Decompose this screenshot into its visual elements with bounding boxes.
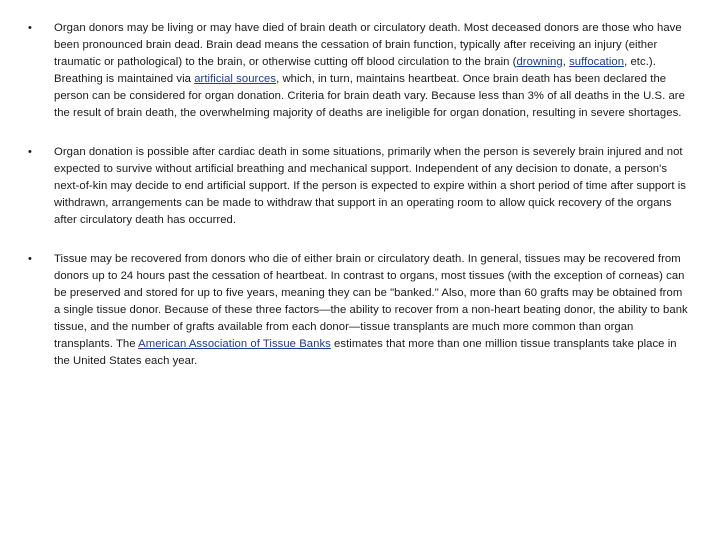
paragraph-text: Tissue may be recovered from donors who die of either brain or circulatory death. In general, tissues may be recovered from donors up to 24 hours past the cessation of heartbeat. In contrast to organs, most tissues (with the exception of corneas) can be preserved and stored for up to five years, meaning they can be "banked." Also, more than 60 grafts may be obtained from a single tissue donor. Because of these three factors—the ability to recover from a non-heart beating donor, the ability to bank tissue, and the number of grafts available from each donor—tissue transplants are much more common than organ transplants. The: [54, 253, 688, 350]
paragraph-text: , which, in turn, maintains heartbeat. Once brain death has been declared the person can be considered for organ donation. Criteria for brain death vary. Because less than 3% of all deaths in the U.S. are the result of brain death, the overwhelming majority of deaths are ineligible for organ donation, resulting in severe shortages.: [54, 73, 685, 119]
bullet-icon: •: [28, 22, 32, 34]
bullet-item-tissue-donation: [28, 251, 688, 370]
link-suffocation[interactable]: suffocation: [569, 56, 625, 68]
link-drowning[interactable]: drowning: [516, 56, 563, 68]
bullet-icon: •: [28, 253, 32, 265]
bullet-item-brain-death: [28, 20, 688, 122]
paragraph-text: , etc.). Breathing is maintained via: [54, 56, 656, 85]
bullet-list: [28, 20, 688, 370]
bullet-icon: •: [28, 146, 32, 158]
bullet-item-cardiac-death: [28, 144, 688, 229]
paragraph-text: estimates that more than one million tissue transplants take place in the United States each year.: [54, 338, 677, 367]
link-artificial-sources[interactable]: artificial sources: [194, 73, 277, 85]
paragraph-text: ,: [562, 56, 570, 68]
link-american-association-of-tissue-banks[interactable]: American Association of Tissue Banks: [138, 338, 331, 350]
paragraph-text: Organ donors may be living or may have died of brain death or circulatory death. Most deceased donors are those who have been pronounced brain dead. Brain dead means the cessation of brain function, typically after receiving an injury (either traumatic or pathological) to the brain, or otherwise cutting off blood circulation to the brain (: [54, 22, 682, 68]
paragraph-text: Organ donation is possible after cardiac death in some situations, primarily when the person is severely brain injured and not expected to survive without artificial breathing and mechanical support. Independent of any decision to donate, a person's next-of-kin may decide to end artificial support. If the person is expected to expire within a short period of time after support is withdrawn, arrangements can be made to withdraw that support in an operating room to allow quick recovery of the organs after circulatory death has occurred.: [54, 146, 687, 226]
